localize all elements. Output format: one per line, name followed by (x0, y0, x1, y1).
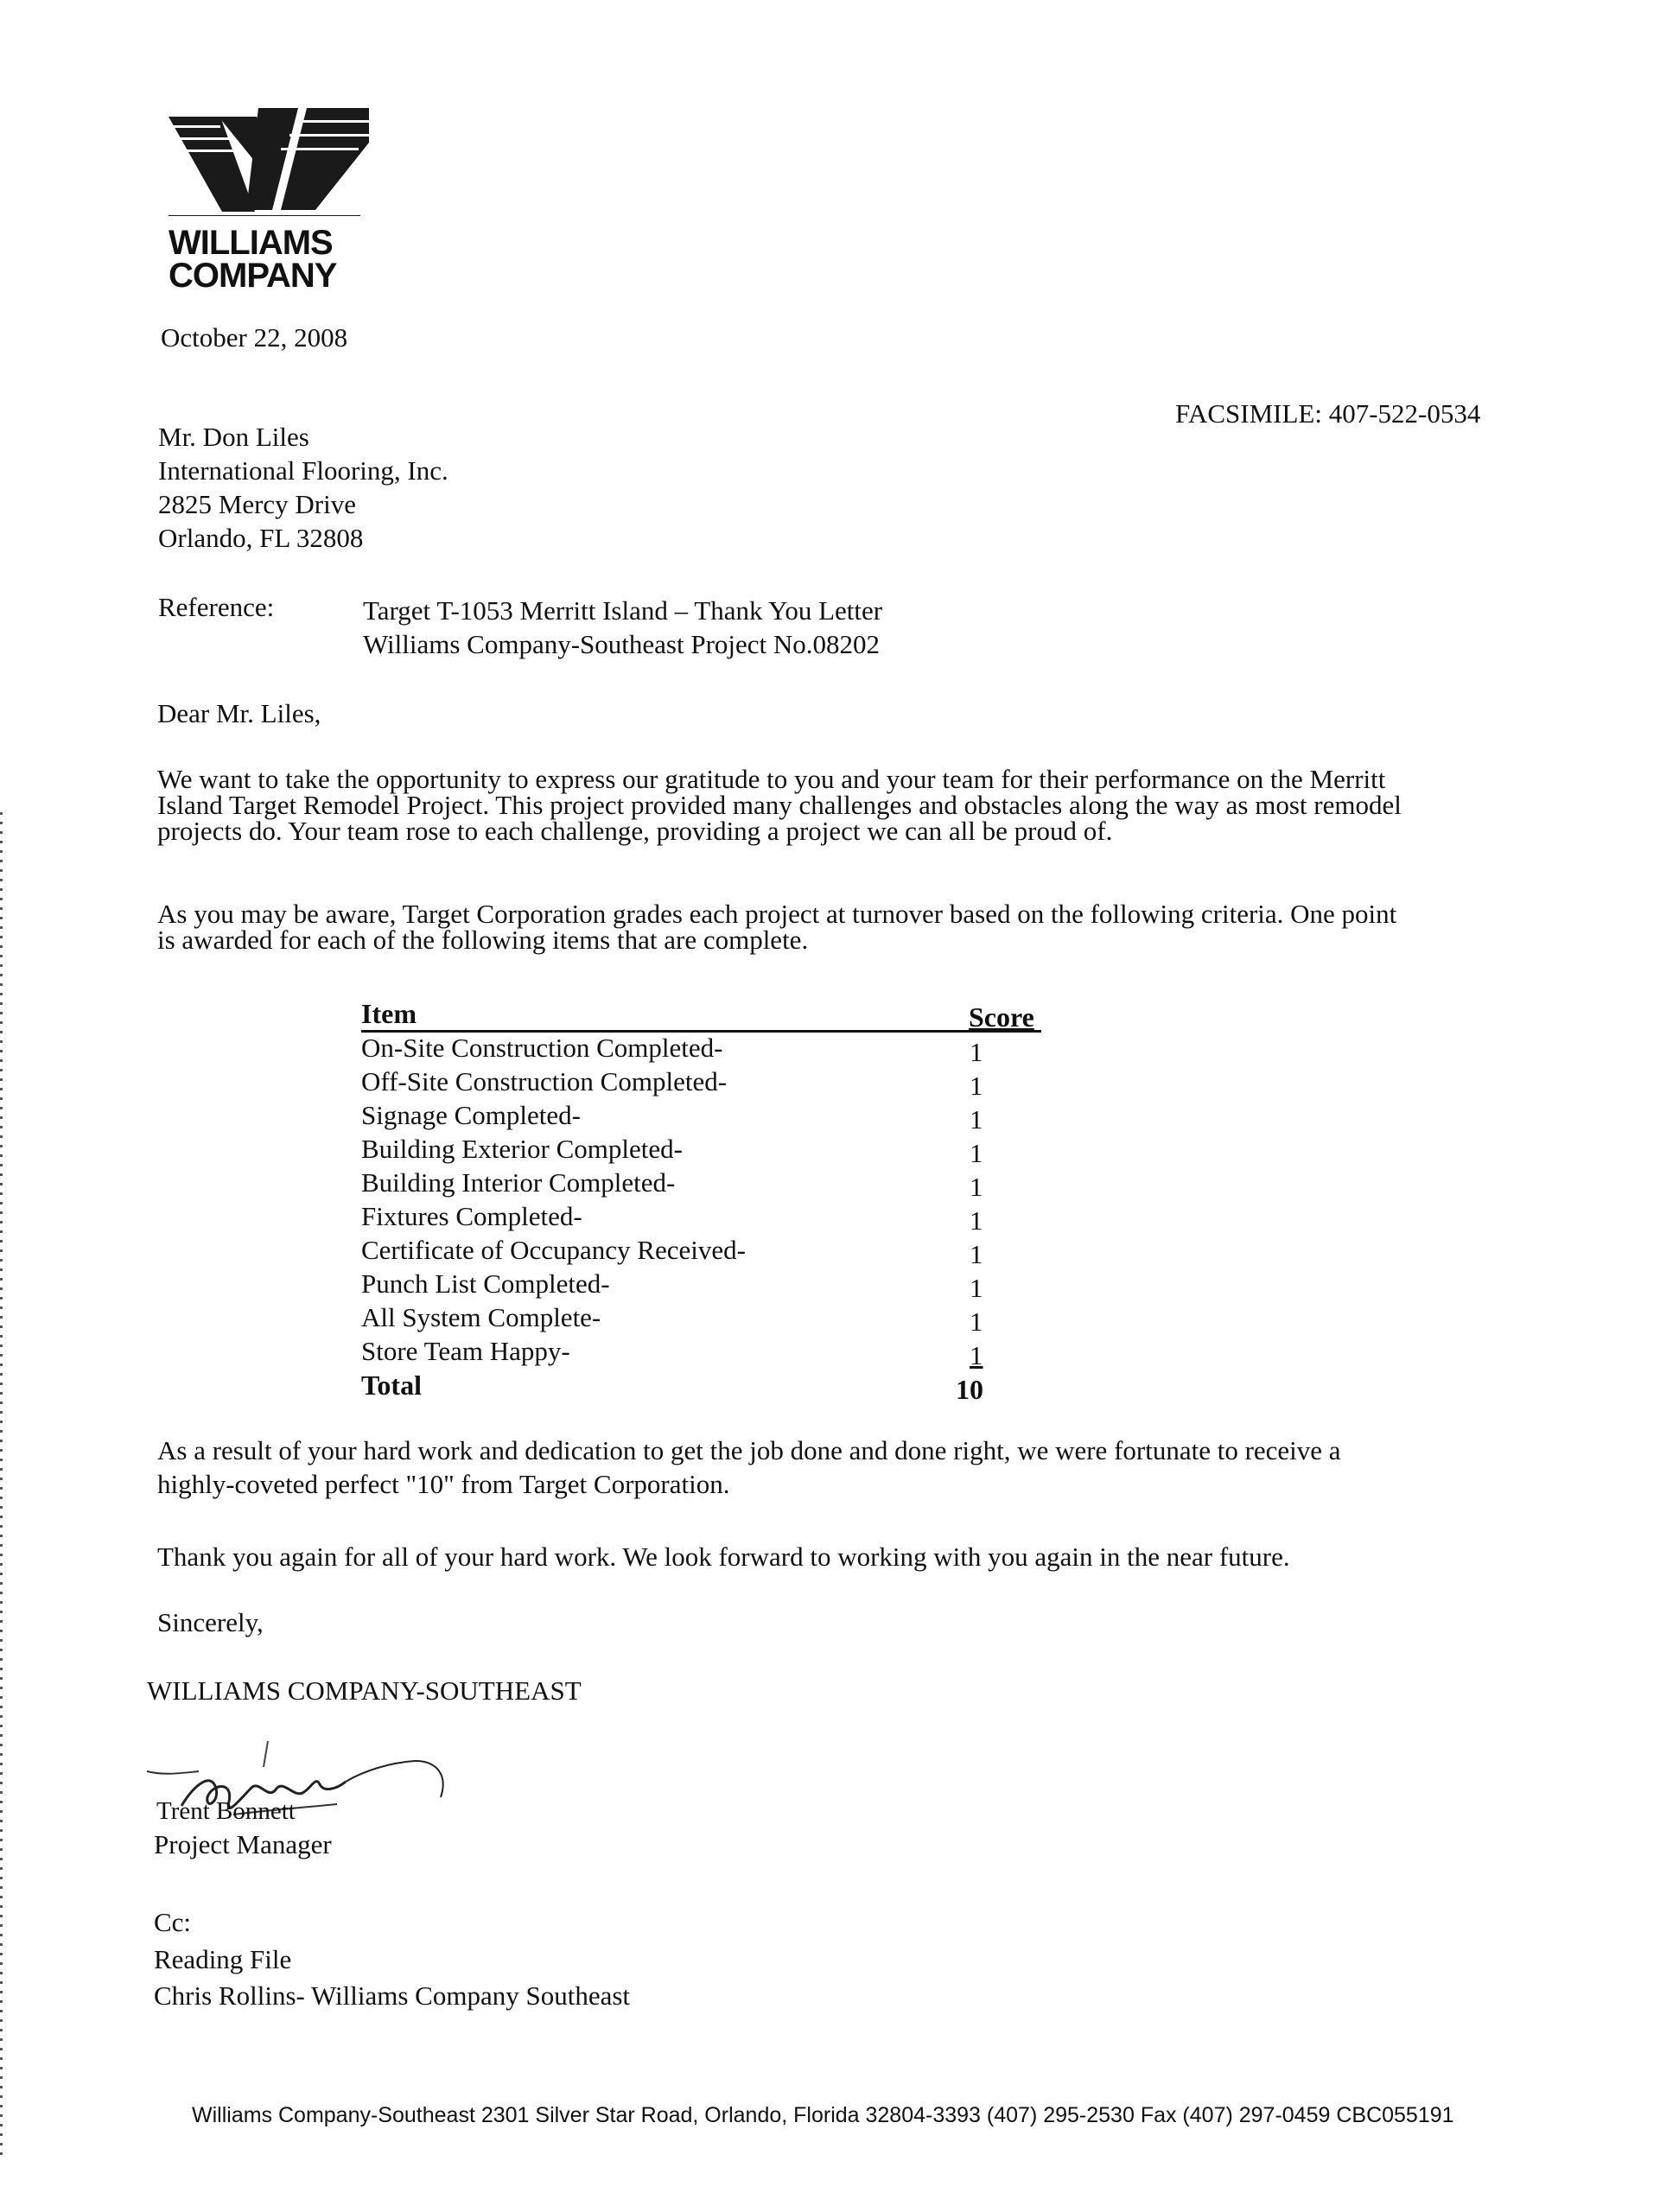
williams-w-logo-icon (169, 108, 369, 216)
closing: Sincerely, (157, 1607, 264, 1637)
table-row (361, 1201, 1053, 1235)
salutation: Dear Mr. Liles, (157, 698, 321, 728)
paragraph-line: Island Target Remodel Project. This project provided many challenges and obstacles along the way as most remodel (157, 790, 1402, 820)
row-score: 1 (970, 1071, 983, 1101)
score-table (361, 998, 1053, 1404)
paragraph-line: projects do. Your team rose to each challenge, providing a project we can all be proud of. (157, 816, 1113, 846)
reference-line-2: Williams Company-Southeast Project No.08202 (363, 629, 881, 659)
letter-footer: Williams Company-Southeast 2301 Silver Star Road, Orlando, Florida 32804-3393 (407) 295-2530 Fax (407) 297-0459 CBC055191 (192, 2103, 1454, 2127)
scan-edge-mark (0, 812, 3, 2160)
row-item: Off-Site Construction Completed- (361, 1066, 728, 1096)
row-score: 1 (970, 1239, 983, 1269)
table-row (361, 1100, 1053, 1134)
reference-line-1: Target T-1053 Merritt Island – Thank You Letter (363, 595, 883, 626)
row-item: Fixtures Completed- (361, 1201, 582, 1231)
paragraph-line: As a result of your hard work and dedication to get the job done and done right, we were fortunate to receive a (157, 1435, 1341, 1465)
paragraph-line: is awarded for each of the following items that are complete. (157, 925, 809, 955)
table-total-row (361, 1370, 1053, 1404)
recipient-company: International Flooring, Inc. (158, 455, 448, 486)
row-score: 1 (970, 1172, 983, 1202)
row-item: On-Site Construction Completed- (361, 1033, 723, 1063)
paragraph-result (157, 1433, 1540, 1501)
logo-word-company: COMPANY (169, 257, 337, 295)
table-row (361, 1033, 1053, 1066)
row-item: All System Complete- (361, 1302, 601, 1332)
cc-label: Cc: (154, 1907, 192, 1937)
table-row (361, 1167, 1053, 1201)
row-item: Building Interior Completed- (361, 1167, 676, 1198)
table-row (361, 1302, 1053, 1336)
signer-title: Project Manager (154, 1829, 332, 1859)
paragraph-criteria (157, 901, 1540, 953)
row-item: Store Team Happy- (361, 1336, 570, 1366)
paragraph-line: We want to take the opportunity to express our gratitude to you and your team for their performance on the Merritt (157, 764, 1386, 794)
row-score: 1 (970, 1306, 983, 1337)
row-score: 1 (970, 1104, 983, 1135)
recipient-name: Mr. Don Liles (158, 422, 309, 452)
williams-company-logo (169, 108, 369, 295)
paragraph-thanks: Thank you again for all of your hard work. We look forward to working with you again in the near future. (157, 1541, 1290, 1572)
row-item: Punch List Completed- (361, 1268, 610, 1299)
recipient-city: Orlando, FL 32808 (158, 523, 364, 553)
signer-name: Trent Bonnett (156, 1797, 296, 1825)
total-score: 10 (956, 1374, 983, 1405)
score-table-header (361, 998, 1053, 1033)
row-score: 1 (970, 1273, 983, 1303)
table-row (361, 1268, 1053, 1302)
recipient-street: 2825 Mercy Drive (158, 489, 356, 519)
table-row (361, 1336, 1053, 1370)
paragraph-line: As you may be aware, Target Corporation grades each project at turnover based on the following criteria. One point (157, 899, 1397, 929)
row-score: 1 (970, 1138, 983, 1168)
row-score: 1 (970, 1037, 983, 1067)
cc-line-2: Chris Rollins- Williams Company Southeast (154, 1980, 631, 2011)
row-score: 1 (970, 1205, 983, 1236)
logo-word-williams: WILLIAMS (169, 224, 333, 262)
signature-company: WILLIAMS COMPANY-SOUTHEAST (147, 1675, 582, 1706)
row-score: 1 (970, 1340, 983, 1370)
reference-label: Reference: (158, 592, 275, 622)
facsimile-number: FACSIMILE: 407-522-0534 (1175, 398, 1481, 429)
table-row (361, 1235, 1053, 1268)
row-item: Certificate of Occupancy Received- (361, 1235, 746, 1265)
table-row (361, 1066, 1053, 1100)
letter-date: October 22, 2008 (161, 322, 348, 353)
row-item: Signage Completed- (361, 1100, 581, 1130)
row-item: Building Exterior Completed- (361, 1134, 683, 1164)
cc-line-1: Reading File (154, 1944, 292, 1974)
header-score: Score (969, 1001, 1034, 1033)
paragraph-line: highly-coveted perfect "10" from Target Corporation. (157, 1469, 730, 1499)
table-row (361, 1134, 1053, 1167)
total-label: Total (361, 1370, 422, 1401)
paragraph-gratitude (157, 766, 1540, 844)
header-item: Item (361, 998, 417, 1029)
